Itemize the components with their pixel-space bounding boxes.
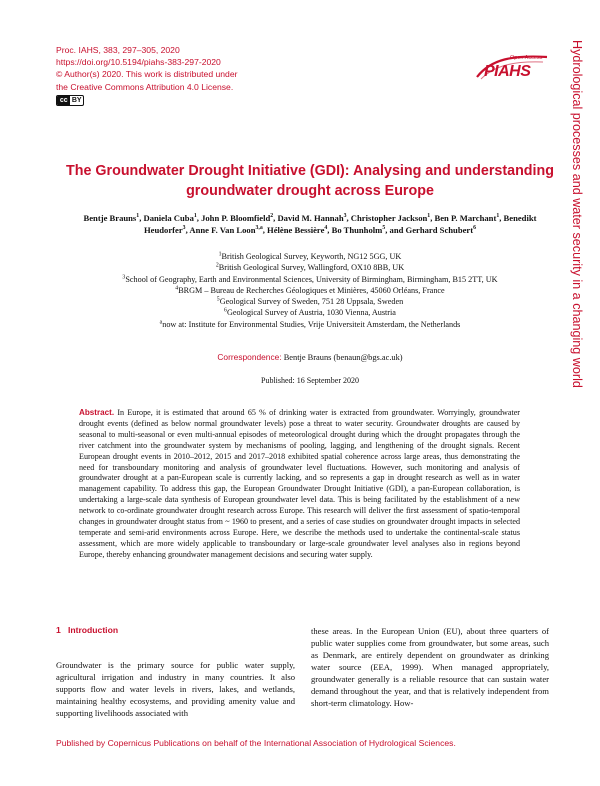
author-affiliation-mark: 6 (473, 225, 476, 232)
body-column-left: Groundwater is the primary source for public water supply, agricultural irrigation and industry in many countries. It also supports flow and water levels in rivers, lakes, and wetlands, maintaining healthy ecosystems, and providing amenity value and supporting livelihoods associated with (56, 660, 295, 718)
side-series-title (566, 40, 588, 460)
affiliation-mark: 1 (218, 251, 222, 258)
paper-title: The Groundwater Drought Initiative (GDI): Analysing and understanding groundwater drought across Europe (66, 163, 554, 199)
affiliation-item (90, 251, 530, 262)
affiliation-mark: a (159, 319, 163, 326)
author-name: Bo Thunholm (331, 225, 383, 235)
cc-icon: cc (57, 96, 70, 105)
published-date: Published: 16 September 2020 (261, 376, 359, 385)
section-title: Introduction (67, 625, 119, 635)
affiliation-item (90, 285, 530, 296)
correspondence-label: Correspondence: (217, 352, 282, 362)
author-affiliation-mark: 1 (496, 213, 500, 220)
affiliation-text: Geological Survey of Austria, 1030 Vienna, Austria (226, 308, 396, 318)
affiliation-mark: 2 (215, 262, 219, 269)
author-name: Ben P. Marchant (434, 213, 497, 223)
affiliation-mark: 5 (216, 296, 220, 303)
doi-link[interactable]: https://doi.org/10.5194/piahs-383-297-2020 (56, 57, 221, 68)
affiliation-text: British Geological Survey, Keyworth, NG12 5GG, UK (221, 252, 402, 261)
author-name: Hélène Bessière (267, 225, 325, 235)
affiliation-item (90, 296, 530, 307)
piahs-logo-text[interactable]: PIAHS (484, 63, 531, 80)
affiliation-mark: 3 (122, 273, 126, 280)
author-affiliation-mark: 5 (382, 225, 386, 232)
author-affiliation-mark: 3 (182, 225, 186, 232)
affiliation-item (90, 262, 530, 273)
author-affiliation-mark: 3,a (255, 225, 263, 232)
author-affiliation-mark: 1 (136, 213, 140, 220)
journal-meta (56, 44, 237, 93)
body-column-right: these areas. In the European Union (EU), about three quarters of public water supplies come from groundwater, but some areas, such as Denmark, are entirely dependent on groundwater as drinking water source (EEA, 1999). When managed appropriately, groundwater generally is a reliable resource that can sustain water demand throughout the year, and that is relatively independent from short-term climatology. How- (311, 626, 549, 708)
author-name: Bentje Brauns (83, 213, 137, 223)
affiliation-text: Geological Survey of Sweden, 751 28 Uppsala, Sweden (219, 297, 404, 307)
author-name: David M. Hannah (277, 213, 344, 223)
author-affiliation-mark: 1 (427, 213, 431, 220)
publisher-footer: Published by Copernicus Publications on behalf of the International Association of Hydrological Sciences. (56, 738, 456, 748)
open-access-label: Open Access (510, 55, 543, 61)
affiliation-item (90, 307, 530, 318)
affiliation-item (90, 274, 530, 285)
journal-citation: Proc. IAHS, 383, 297–305, 2020 (56, 45, 180, 55)
affiliation-mark: 4 (175, 285, 179, 292)
author-name: Gerhard Schubert (405, 225, 474, 235)
section-number: 1 (56, 625, 61, 635)
author-affiliation-mark: 3 (343, 213, 347, 220)
author-name: John P. Bloomfield (201, 213, 271, 223)
affiliation-list (90, 251, 530, 330)
author-name: Benedikt Heudorfer (144, 213, 537, 235)
copyright-line: © Author(s) 2020. This work is distributed under (56, 69, 238, 80)
author-affiliation-mark: 1 (193, 213, 197, 220)
abstract (79, 408, 520, 561)
affiliation-text: BRGM – Bureau de Recherches Géologiques et Minières, 45060 Orléans, France (178, 285, 445, 295)
correspondence-text[interactable]: Bentje Brauns (benaun@bgs.ac.uk) (283, 353, 403, 362)
author-affiliation-mark: 4 (324, 225, 328, 232)
side-series-title-text: Hydrological processes and water security in a changing world (570, 40, 584, 388)
affiliation-text: School of Geography, Earth and Environmental Sciences, University of Birmingham, Birmingham, B15 2TT, UK (125, 274, 498, 284)
affiliation-text: now at: Institute for Environmental Studies, Vrije Universiteit Amsterdam, the Netherlands (162, 319, 461, 329)
abstract-text: In Europe, it is estimated that around 65 % of drinking water is extracted from groundwater. Worryingly, groundwater drought events (defined as below normal groundwater levels) pose a threat to water security. Groundwater droughts are caused by seasonal to multi-seasonal or even multi-annual episodes of meteorological drought during which the drought propagates through the river catchment into the groundwater system by mechanisms of pooling, lagging, and lengthening of the drought signals. Recent European drought events in 2010–2012, 2015 and 2017–2018 exhibited spatial coherence across large areas, thus demonstrating the need for transboundary monitoring and analysis of groundwater level fluctuations. However, such monitoring and analysis of groundwater drought at a pan-European scale is currently lacking, and so represents a gap in drought research as well as in water management capability. To address this gap, the European Groundwater Drought Initiative (GDI), a pan-European collaboration, is undertaking a large-scale data synthesis of European groundwater level data. This is being facilitated by the establishment of a new network to co-ordinate groundwater drought research across Europe. This research will deliver the first assessment of spatio-temporal changes in groundwater drought status from ~ 1960 to present, and a series of case studies on groundwater drought impacts in selected temperate and semi-arid environments across Europe. Here, we describe the methods used to undertake the continental-scale status assessment, which are more widely applicable to transboundary or large-scale groundwater level analyses also in regions beyond Europe, thereby enhancing groundwater management decisions and securing water supply. (79, 408, 520, 559)
author-list: Bentje Brauns$^1$, Daniela Cuba$^1$, John P. Bloomfield$^2$, David M. Hannah$^3$, Christopher Jackson$^1$, Ben P. Marchant$^1$, Benedikt Heudorfer$^3$, Anne F. Van Loon$^{3,a}$, Hélène Bessière$^4$, Bo Thunholm$^5$, and Gerhard Schubert$^6$ (83, 213, 537, 235)
affiliation-text: British Geological Survey, Wallingford, OX10 8BB, UK (218, 263, 405, 273)
license-link[interactable]: the Creative Commons Attribution 4.0 License. (56, 81, 234, 92)
author-affiliation-mark: 2 (270, 213, 274, 220)
author-name: Christopher Jackson (350, 213, 428, 223)
affiliation-item (90, 319, 530, 330)
by-icon: BY (71, 96, 82, 104)
correspondence (60, 352, 560, 362)
abstract-label: Abstract. (79, 408, 115, 417)
cc-by-badge[interactable] (56, 95, 84, 106)
affiliation-mark: 6 (224, 307, 227, 314)
author-name: Daniela Cuba (143, 213, 194, 223)
section-heading (56, 625, 118, 635)
author-name: Anne F. Van Loon (189, 225, 256, 235)
